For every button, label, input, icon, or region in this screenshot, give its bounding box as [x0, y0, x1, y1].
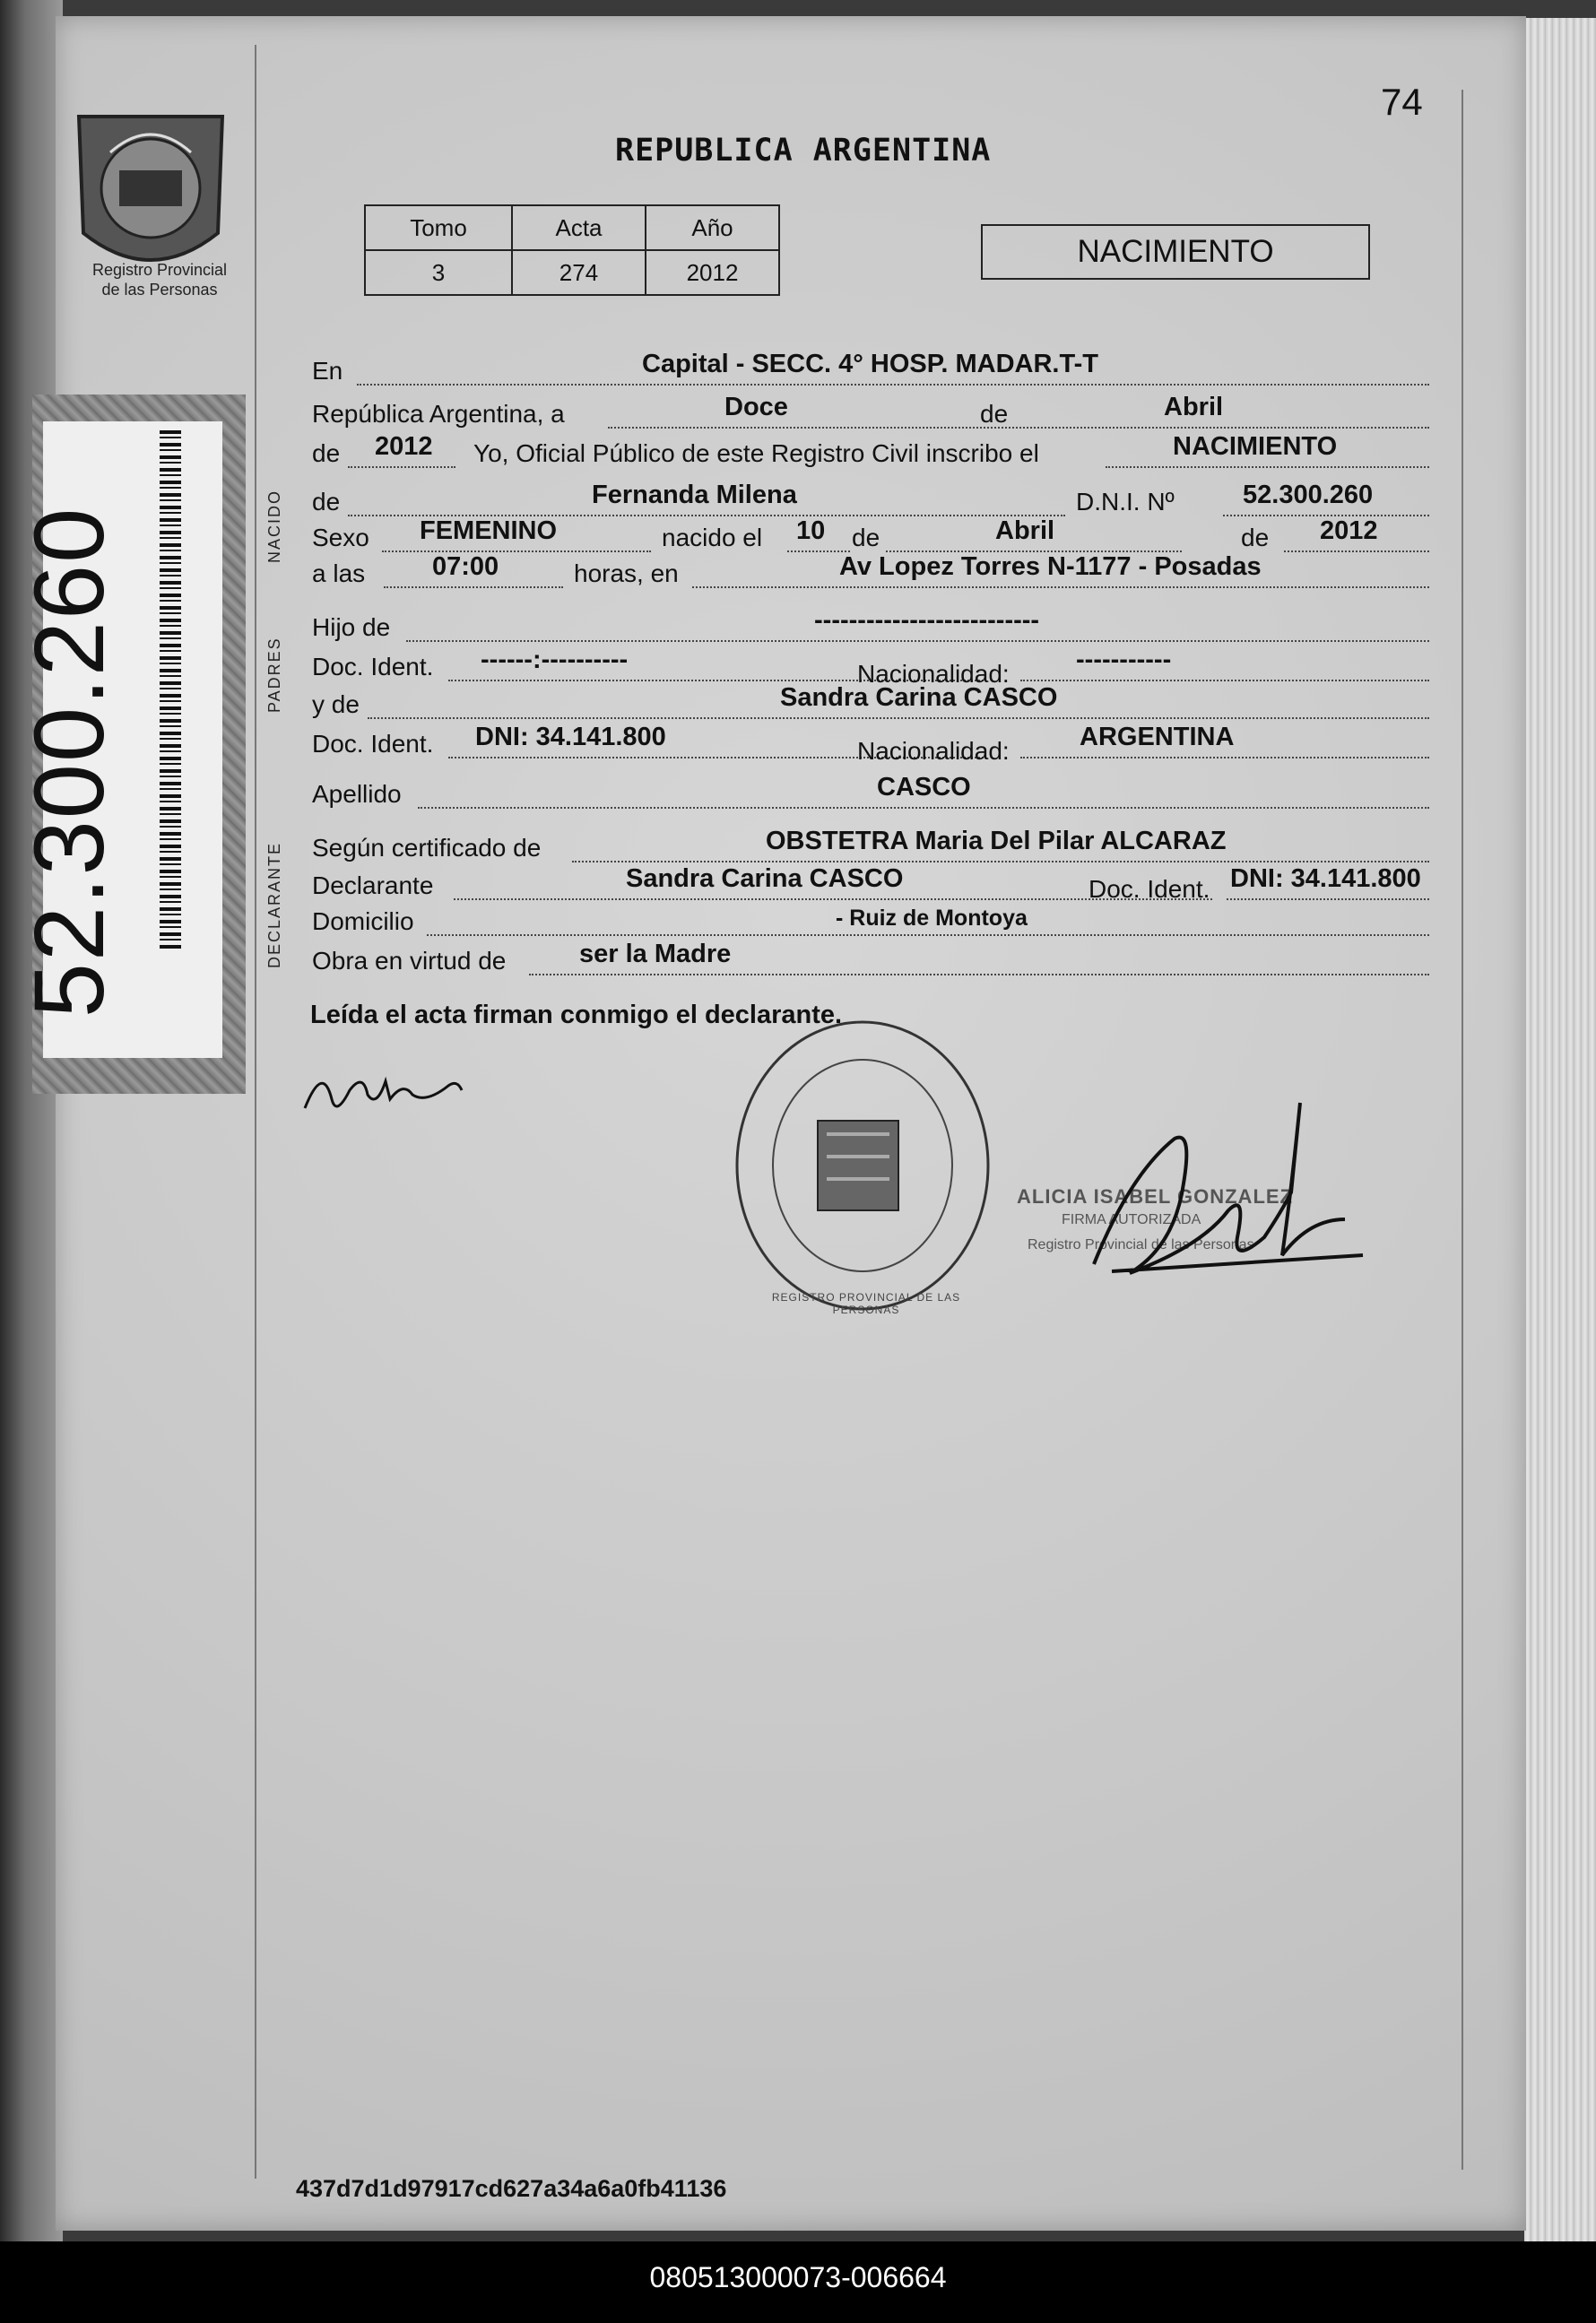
label-nacido-anio-de: de — [1241, 524, 1270, 551]
value-nacido-dia: 10 — [796, 516, 826, 545]
tomo-header: Tomo — [365, 205, 512, 250]
label-certificado: Según certificado de — [312, 834, 542, 862]
label-obra: Obra en virtud de — [312, 947, 507, 975]
row-padre-doc — [312, 646, 1429, 688]
footer-bar — [0, 2241, 1596, 2323]
logo-caption-line1: Registro Provincial — [91, 261, 228, 279]
row-sexo — [312, 516, 1429, 556]
logo-caption-line2: de las Personas — [101, 281, 218, 299]
label-nacido-de: de — [852, 524, 880, 551]
value-nacido-anio: 2012 — [1320, 516, 1378, 545]
row-inscribo — [312, 432, 1429, 472]
label-hora: a las — [312, 559, 366, 587]
section-label-declarante: DECLARANTE — [265, 841, 283, 968]
label-dni: D.N.I. Nº — [1076, 488, 1175, 516]
document-hash: 437d7d1d97917cd627a34a6a0fb41136 — [296, 2175, 727, 2202]
value-obra: ser la Madre — [579, 940, 732, 968]
label-nombre: de — [312, 488, 341, 516]
value-inscribo: NACIMIENTO — [1173, 432, 1338, 461]
row-republica — [312, 393, 1429, 432]
row-en — [312, 350, 1429, 389]
left-margin-line — [255, 45, 256, 2179]
barcode-number: 52.300.260 — [14, 506, 125, 1018]
official-role: FIRMA AUTORIZADA — [1062, 1212, 1201, 1227]
label-padre-nac: Nacionalidad: — [857, 660, 1010, 688]
value-nombre: Fernanda Milena — [592, 481, 797, 509]
label-nacido: nacido el — [662, 524, 763, 551]
label-sexo: Sexo — [312, 524, 369, 551]
page-number: 74 — [1381, 81, 1423, 123]
row-madre — [312, 683, 1429, 723]
document-title: REPUBLICA ARGENTINA — [615, 133, 992, 169]
label-madre-doc: Doc. Ident. — [312, 730, 434, 758]
value-madre-doc: DNI: 34.141.800 — [475, 723, 666, 751]
label-hijo: Hijo de — [312, 613, 391, 641]
acta-value: 274 — [512, 250, 646, 295]
label-madre-nac: Nacionalidad: — [857, 737, 1010, 765]
section-label-padres: PADRES — [265, 637, 283, 713]
closing-statement: Leída el acta firman conmigo el declarante. — [310, 1001, 843, 1029]
row-hora — [312, 552, 1429, 592]
anio-value: 2012 — [646, 250, 779, 295]
declarant-signature — [296, 1054, 466, 1126]
registry-stamp — [728, 1013, 997, 1318]
register-table — [364, 204, 780, 296]
value-madre-nac: ARGENTINA — [1080, 723, 1235, 751]
value-hora: 07:00 — [432, 552, 499, 581]
label-de-mes: de — [980, 400, 1009, 428]
label-en: En — [312, 357, 343, 385]
row-nombre — [312, 481, 1429, 520]
label-domicilio: Domicilio — [312, 907, 414, 935]
value-padre-doc: ------:---------- — [481, 646, 629, 674]
document-id: 080513000073-006664 — [649, 2261, 947, 2293]
row-domicilio — [312, 907, 1429, 940]
label-declarante: Declarante — [312, 871, 434, 899]
label-apellido: Apellido — [312, 780, 402, 808]
value-declarante-doc: DNI: 34.141.800 — [1230, 864, 1421, 893]
row-hijo — [312, 606, 1429, 646]
row-obra — [312, 940, 1429, 979]
anio-header: Año — [646, 205, 779, 250]
official-org: Registro Provincial de las Personas — [1028, 1237, 1254, 1253]
stamp-text: REGISTRO PROVINCIAL DE LAS PERSONAS — [771, 1291, 961, 1316]
row-apellido — [312, 773, 1429, 812]
label-republica: República Argentina, a — [312, 400, 565, 428]
value-anio: 2012 — [375, 432, 433, 461]
right-margin-line — [1462, 90, 1463, 2170]
label-inscribo: Yo, Oficial Público de este Registro Civil inscribo el — [473, 439, 1039, 467]
label-padre-doc: Doc. Ident. — [312, 653, 434, 680]
acta-header: Acta — [512, 205, 646, 250]
value-dia: Doce — [724, 393, 788, 421]
value-padre-nac: ----------- — [1076, 646, 1172, 674]
book-pages-right — [1524, 18, 1596, 2241]
label-declarante-doc: Doc. Ident. — [1089, 875, 1210, 903]
barcode-bars — [160, 430, 181, 950]
section-label-nacido: NACIDO — [265, 489, 283, 563]
value-nacido-mes: Abril — [995, 516, 1055, 545]
row-declarante — [312, 864, 1429, 904]
dots — [1227, 871, 1429, 900]
value-en: Capital - SECC. 4° HOSP. MADAR.T-T — [642, 350, 1098, 378]
book-spine-left — [0, 0, 63, 2241]
row-madre-doc — [312, 723, 1429, 765]
label-de-anio: de — [312, 439, 341, 467]
value-padre: -------------------------- — [814, 606, 1040, 635]
value-mes: Abril — [1164, 393, 1224, 421]
value-sexo: FEMENINO — [420, 516, 558, 545]
value-certificado: OBSTETRA Maria Del Pilar ALCARAZ — [766, 827, 1227, 855]
value-domicilio: - Ruiz de Montoya — [836, 906, 1028, 931]
official-name: ALICIA ISABEL GONZALEZ — [1017, 1185, 1293, 1208]
value-apellido: CASCO — [877, 773, 971, 802]
tomo-value: 3 — [365, 250, 512, 295]
value-declarante: Sandra Carina CASCO — [626, 864, 904, 893]
value-madre: Sandra Carina CASCO — [780, 683, 1058, 712]
official-signature — [1076, 1085, 1372, 1300]
value-lugar: Av Lopez Torres N-1177 - Posadas — [839, 552, 1262, 581]
row-certificado — [312, 827, 1429, 866]
value-dni: 52.300.260 — [1243, 481, 1374, 509]
label-horas-en: horas, en — [574, 559, 679, 587]
logo-caption — [52, 260, 267, 299]
label-madre: y de — [312, 690, 360, 718]
record-type-box: NACIMIENTO — [981, 224, 1370, 280]
